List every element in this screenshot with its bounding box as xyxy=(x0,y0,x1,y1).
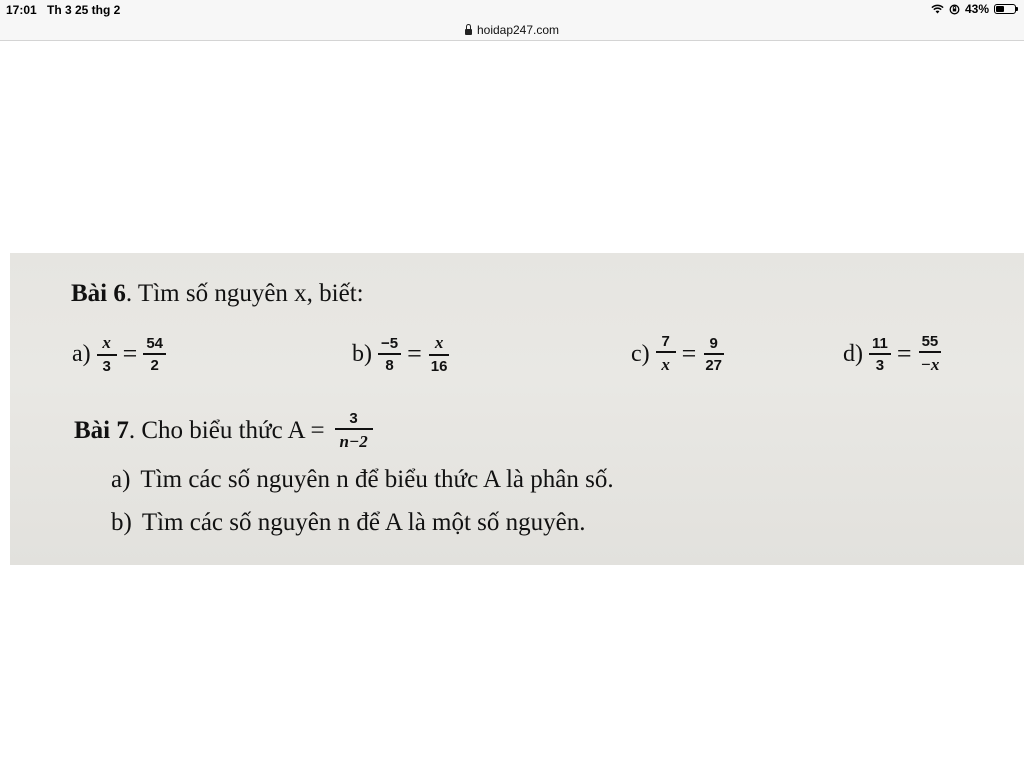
denominator: n−2 xyxy=(339,432,368,451)
fraction xyxy=(428,333,451,375)
numerator: −5 xyxy=(378,335,401,355)
equals-sign: = xyxy=(122,339,138,368)
denominator: 2 xyxy=(150,356,159,374)
bai6-heading xyxy=(71,280,364,308)
bai7-label: Bài 7 xyxy=(74,417,129,444)
equals-sign: = xyxy=(407,339,422,368)
fraction xyxy=(335,410,373,452)
bai7-item-a xyxy=(111,466,614,494)
url-domain[interactable]: hoidap247.com xyxy=(476,23,560,37)
numerator: 9 xyxy=(704,335,724,355)
numerator: 54 xyxy=(143,335,166,355)
fraction xyxy=(869,335,891,374)
battery-percent: 43% xyxy=(964,2,989,16)
lock-icon xyxy=(465,29,472,35)
problem-a xyxy=(72,333,170,375)
denominator: 8 xyxy=(385,356,394,374)
equals-sign: = xyxy=(896,339,912,368)
battery-icon xyxy=(994,4,1016,14)
fraction xyxy=(143,335,166,374)
status-indicators xyxy=(931,2,1016,16)
denominator: 3 xyxy=(102,358,111,375)
numerator: 3 xyxy=(335,410,373,430)
wifi-icon xyxy=(931,4,944,14)
bai6-text: . Tìm số nguyên x, biết: xyxy=(125,280,364,307)
numerator: x xyxy=(97,333,117,356)
problem-b xyxy=(352,333,454,375)
item-label: a) xyxy=(111,466,131,493)
numerator: 55 xyxy=(919,333,942,353)
address-bar[interactable] xyxy=(0,20,1024,41)
denominator: 16 xyxy=(430,358,448,375)
numerator: x xyxy=(429,333,449,356)
denominator: 27 xyxy=(705,356,723,374)
bai7-text: . Cho biểu thức A = xyxy=(128,417,325,444)
fraction xyxy=(656,333,676,375)
numerator: 7 xyxy=(656,333,676,353)
problem-label: d) xyxy=(843,340,863,367)
problem-label: c) xyxy=(631,340,650,367)
bai7-item-b xyxy=(111,509,586,537)
fraction xyxy=(97,333,117,375)
fraction xyxy=(918,333,943,375)
problem-d xyxy=(843,333,946,375)
denominator: x xyxy=(661,355,670,374)
orientation-lock-icon xyxy=(949,4,960,15)
bai6-label: Bài 6 xyxy=(71,280,126,307)
item-label: b) xyxy=(111,509,132,536)
denominator: −x xyxy=(920,355,940,374)
status-time: 17:01 xyxy=(6,3,37,17)
item-text: Tìm các số nguyên n để A là một số nguyên. xyxy=(141,509,586,536)
status-bar xyxy=(0,0,1024,20)
fraction xyxy=(378,335,401,374)
denominator: 3 xyxy=(875,356,885,374)
status-date: Th 3 25 thg 2 xyxy=(47,3,121,17)
problem-c xyxy=(631,333,729,375)
problem-label: b) xyxy=(352,340,372,367)
item-text: Tìm các số nguyên n để biểu thức A là phân số. xyxy=(140,466,614,493)
problem-label: a) xyxy=(72,340,91,367)
numerator: 11 xyxy=(869,335,891,355)
equals-sign: = xyxy=(681,339,697,368)
fraction xyxy=(702,335,725,374)
worksheet-photo xyxy=(10,253,1024,565)
bai7-heading xyxy=(74,410,377,452)
battery-fill xyxy=(996,6,1004,12)
